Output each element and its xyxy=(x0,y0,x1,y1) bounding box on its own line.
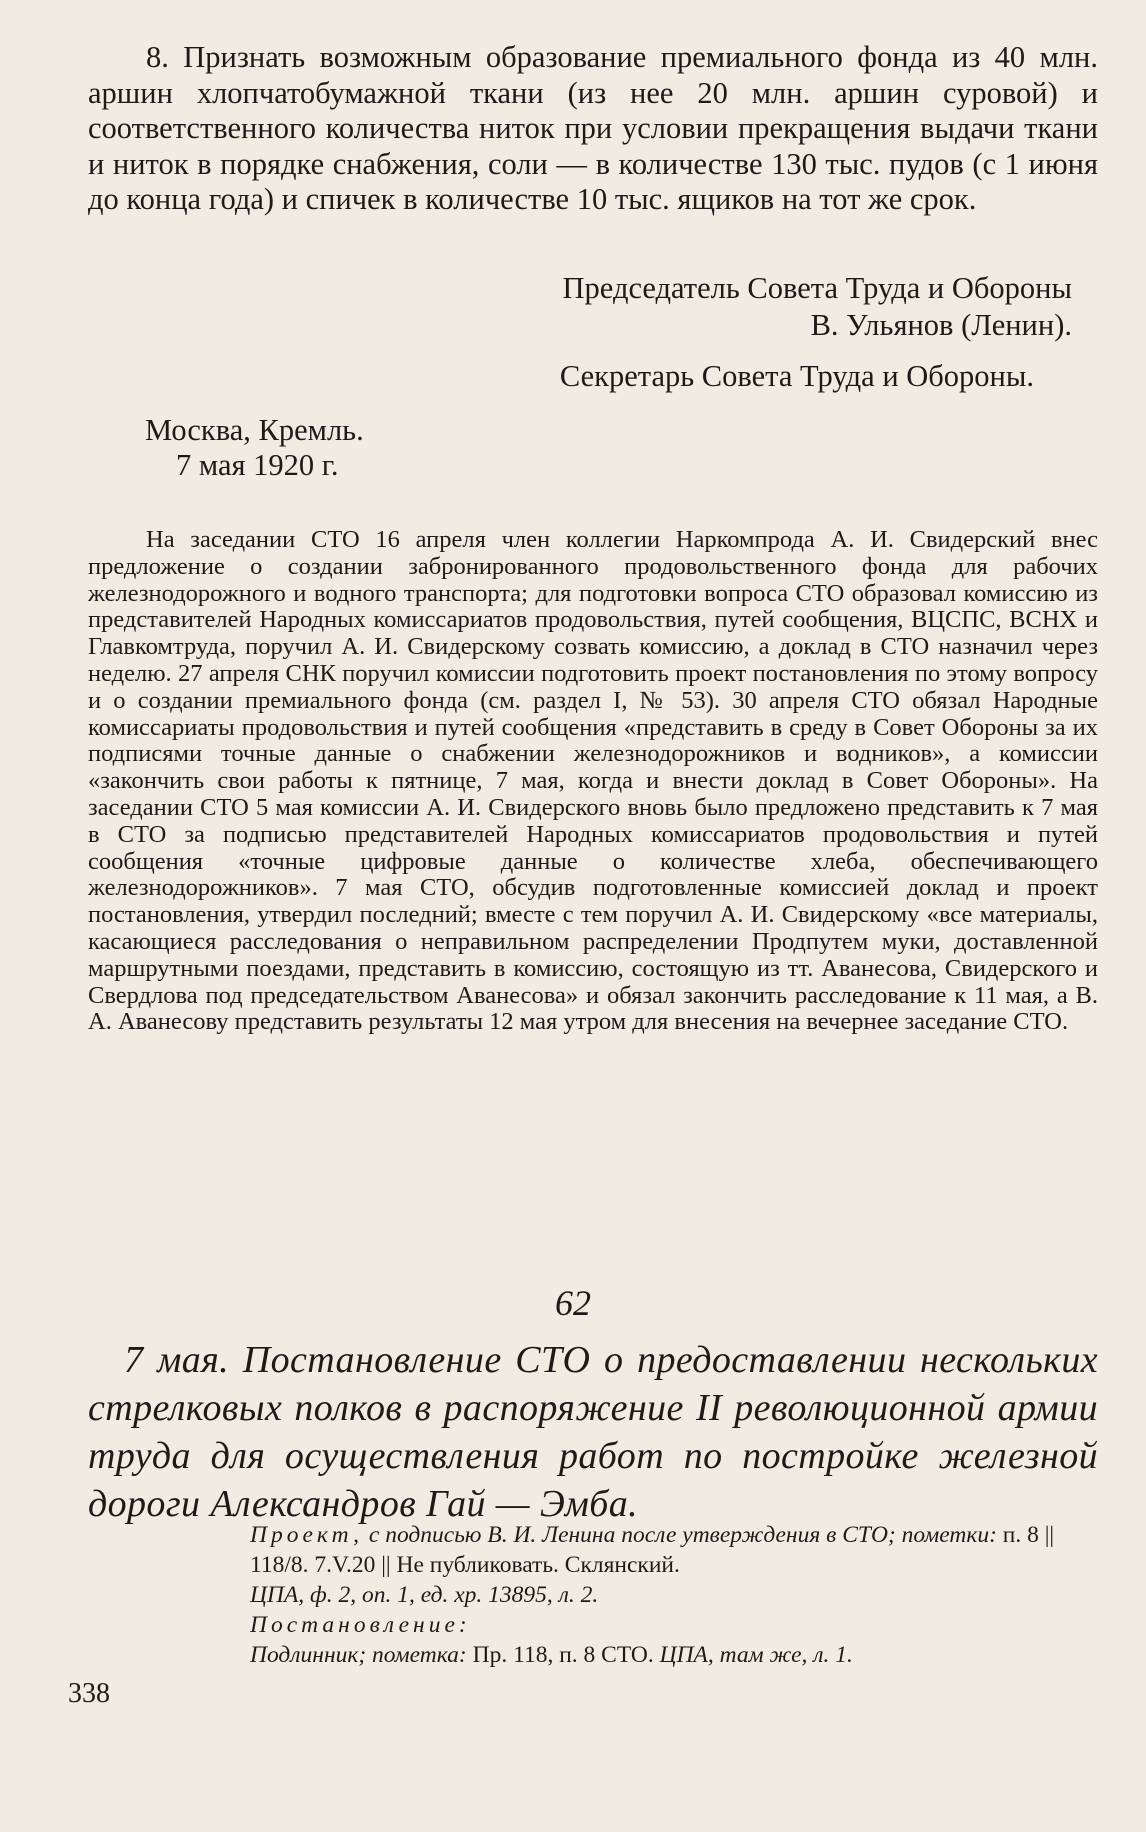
original-description: Подлинник; пометка: xyxy=(250,1642,467,1668)
document-number: 62 xyxy=(555,1283,591,1323)
draft-archive: ЦПА, ф. 2, оп. 1, ед. хр. 13895, л. 2. xyxy=(250,1582,599,1608)
document-title: 7 мая. Постановление СТО о предоставлении нескольких стрелковых полков в распоряжение II революционной армии труда для осуществления работ по постройке железной дороги Александров Гай — Эмба. xyxy=(88,1339,1098,1525)
original-marks: Пр. 118, п. 8 СТО. xyxy=(472,1642,654,1668)
footnote xyxy=(88,527,1098,1036)
chair-name: В. Ульянов (Ленин). xyxy=(810,308,1072,342)
draft-marks: п. 8 || 118/8. 7.V.20 || Не публиковать. Склянский. xyxy=(250,1522,1055,1578)
draft-label: Проект, xyxy=(250,1522,364,1548)
date: 7 мая 1920 г. xyxy=(176,448,339,482)
original-source-line xyxy=(250,1640,1100,1670)
page-number: 338 xyxy=(68,1678,110,1709)
place: Москва, Кремль. xyxy=(145,413,364,447)
chair-title: Председатель Совета Труда и Обороны xyxy=(562,271,1072,305)
secretary-title: Секретарь Совета Труда и Обороны. xyxy=(559,359,1034,393)
source-notes xyxy=(250,1520,1100,1670)
item-8 xyxy=(88,40,1098,218)
decree-label: Постановление: xyxy=(250,1612,471,1638)
draft-description: с подписью В. И. Ленина после утверждения в СТО; пометки: xyxy=(368,1522,997,1548)
item-8-text: 8. Признать возможным образование премиального фонда из 40 млн. аршин хлопчатобумажной ткани (из нее 20 млн. аршин суровой) и соответственного количества ниток при условии прекращения выдачи ткани и ниток в порядке снабжения, соли — в количестве 130 тыс. пудов (с 1 июня до конца года) и спичек в количестве 10 тыс. ящиков на тот же срок. xyxy=(88,40,1098,216)
draft-source-line xyxy=(250,1520,1100,1580)
footnote-text: На заседании СТО 16 апреля член коллегии Наркомпрода А. И. Свидерский внес предложение о создании забронированного продовольственного фонда для рабочих железнодорожного и водного транспорта; для подготовки вопроса СТО образовал комиссию из представителей Народных комиссариатов продовольствия, путей сообщения, ВЦСПС, ВСНХ и Главкомтруда, поручил А. И. Свидерскому созвать комиссию, а доклад в СТО назначил через неделю. 27 апреля СНК поручил комиссии подготовить проект постановления по этому вопросу и о создании премиального фонда (см. раздел I, № 53). 30 апреля СТО обязал Народные комиссариаты продовольствия и путей сообщения «представить в среду в Совет Обороны за их подписями точные данные о снабжении железнодорожников и водников», а комиссии «закончить свои работы к пятнице, 7 мая, когда и внести доклад в Совет Обороны». На заседании СТО 5 мая комиссии А. И. Свидерского вновь было предложено представить к 7 мая в СТО за подписью представителей Народных комиссариатов продовольствия и путей сообщения «точные цифровые данные о количестве хлеба, обеспечивающего железнодорожников». 7 мая СТО, обсудив подготовленные комиссией доклад и проект постановления, утвердил последний; вместе с тем поручил А. И. Свидерскому «все материалы, касающиеся расследования о неправильном распределении Продпутем муки, доставленной маршрутными поездами, представить в комиссию, состоящую из тт. Аванесова, Свидерского и Свердлова под председательством Аванесова» и обязал закончить расследование к 11 мая, а В. А. Аванесову представить результаты 12 мая утром для внесения на вечернее заседание СТО. xyxy=(88,526,1098,1036)
original-archive: ЦПА, там же, л. 1. xyxy=(659,1642,853,1668)
